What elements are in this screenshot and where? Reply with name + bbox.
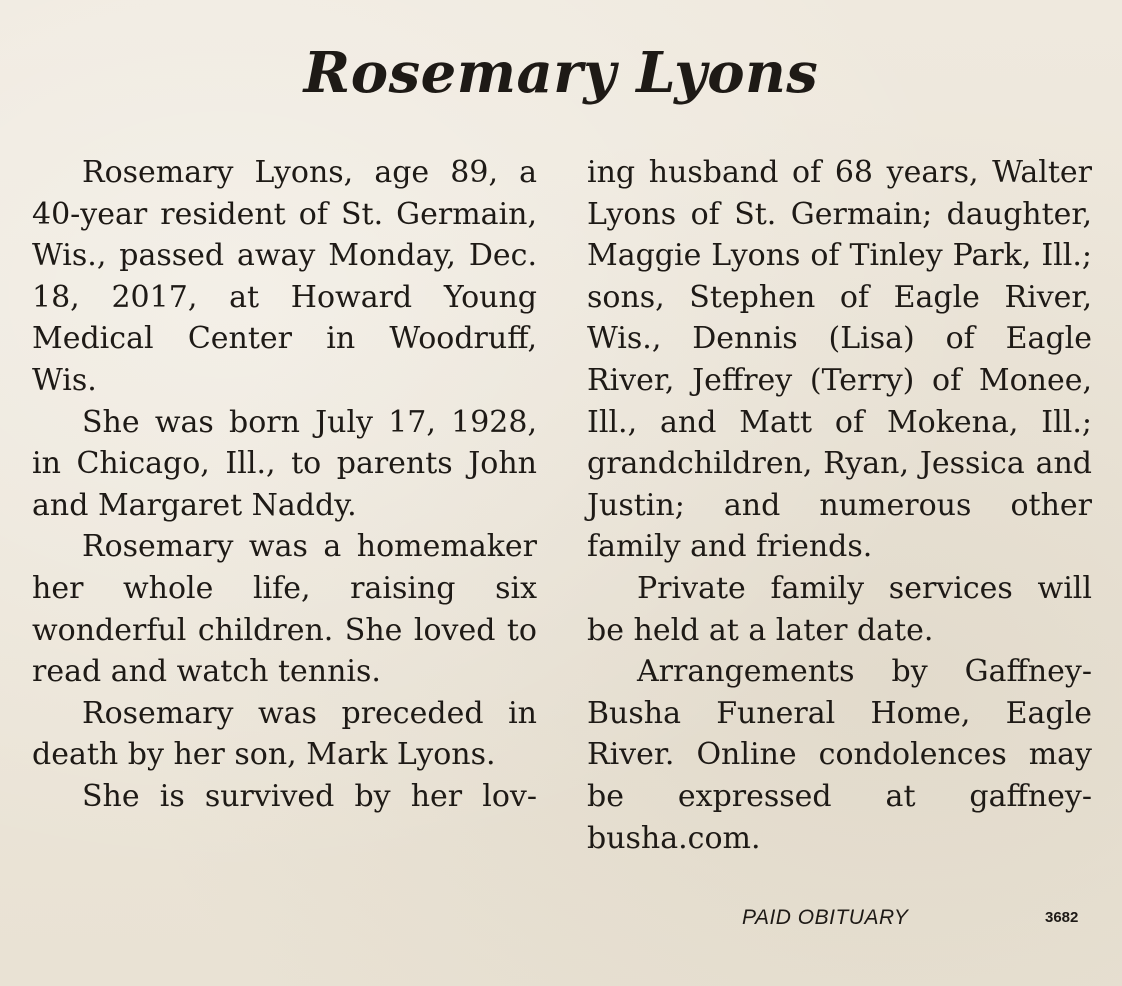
ad-code: 3682 <box>1045 909 1079 926</box>
obituary-title: Rosemary Lyons <box>303 40 819 106</box>
paragraph-services: Private family services will be held at a later date. <box>587 570 1092 648</box>
paragraph-preceded: Rosemary was preceded in death by her son, Mark Lyons. <box>32 695 537 773</box>
paragraph-survived-start: She is survived by her lov- <box>82 778 537 814</box>
paragraph-birth: She was born July 17, 1928, in Chicago, Ill., to parents John and Margaret Naddy. <box>32 404 537 523</box>
paragraph-death-notice: Rosemary Lyons, age 89, a 40-year resident of St. Germain, Wis., passed away Monday, Dec. 18, 2017, at Howard Young Medical Center in Woodruff, Wis. <box>32 155 537 398</box>
left-column <box>32 152 537 818</box>
paid-obituary-label: PAID OBITUARY <box>742 906 909 929</box>
paragraph-arrangements: Arrangements by Gaffney-Busha Funeral Home, Eagle River. Online condolences may be expressed at gaffney-busha.com. <box>587 654 1092 856</box>
paragraph-life: Rosemary was a homemaker her whole life, raising six wonderful children. She loved to read and watch tennis. <box>32 529 537 690</box>
paragraph-survived-continued: ing husband of 68 years, Walter Lyons of St. Germain; daughter, Maggie Lyons of Tinley Park, Ill.; sons, Stephen of Eagle River, Wis., Dennis (Lisa) of Eagle River, Jeffrey (Terry) of Monee, Ill., and Matt of Mokena, Ill.; grandchildren, Ryan, Jessica and Justin; and numerous other family and friends. <box>587 155 1092 565</box>
right-column <box>587 152 1092 859</box>
